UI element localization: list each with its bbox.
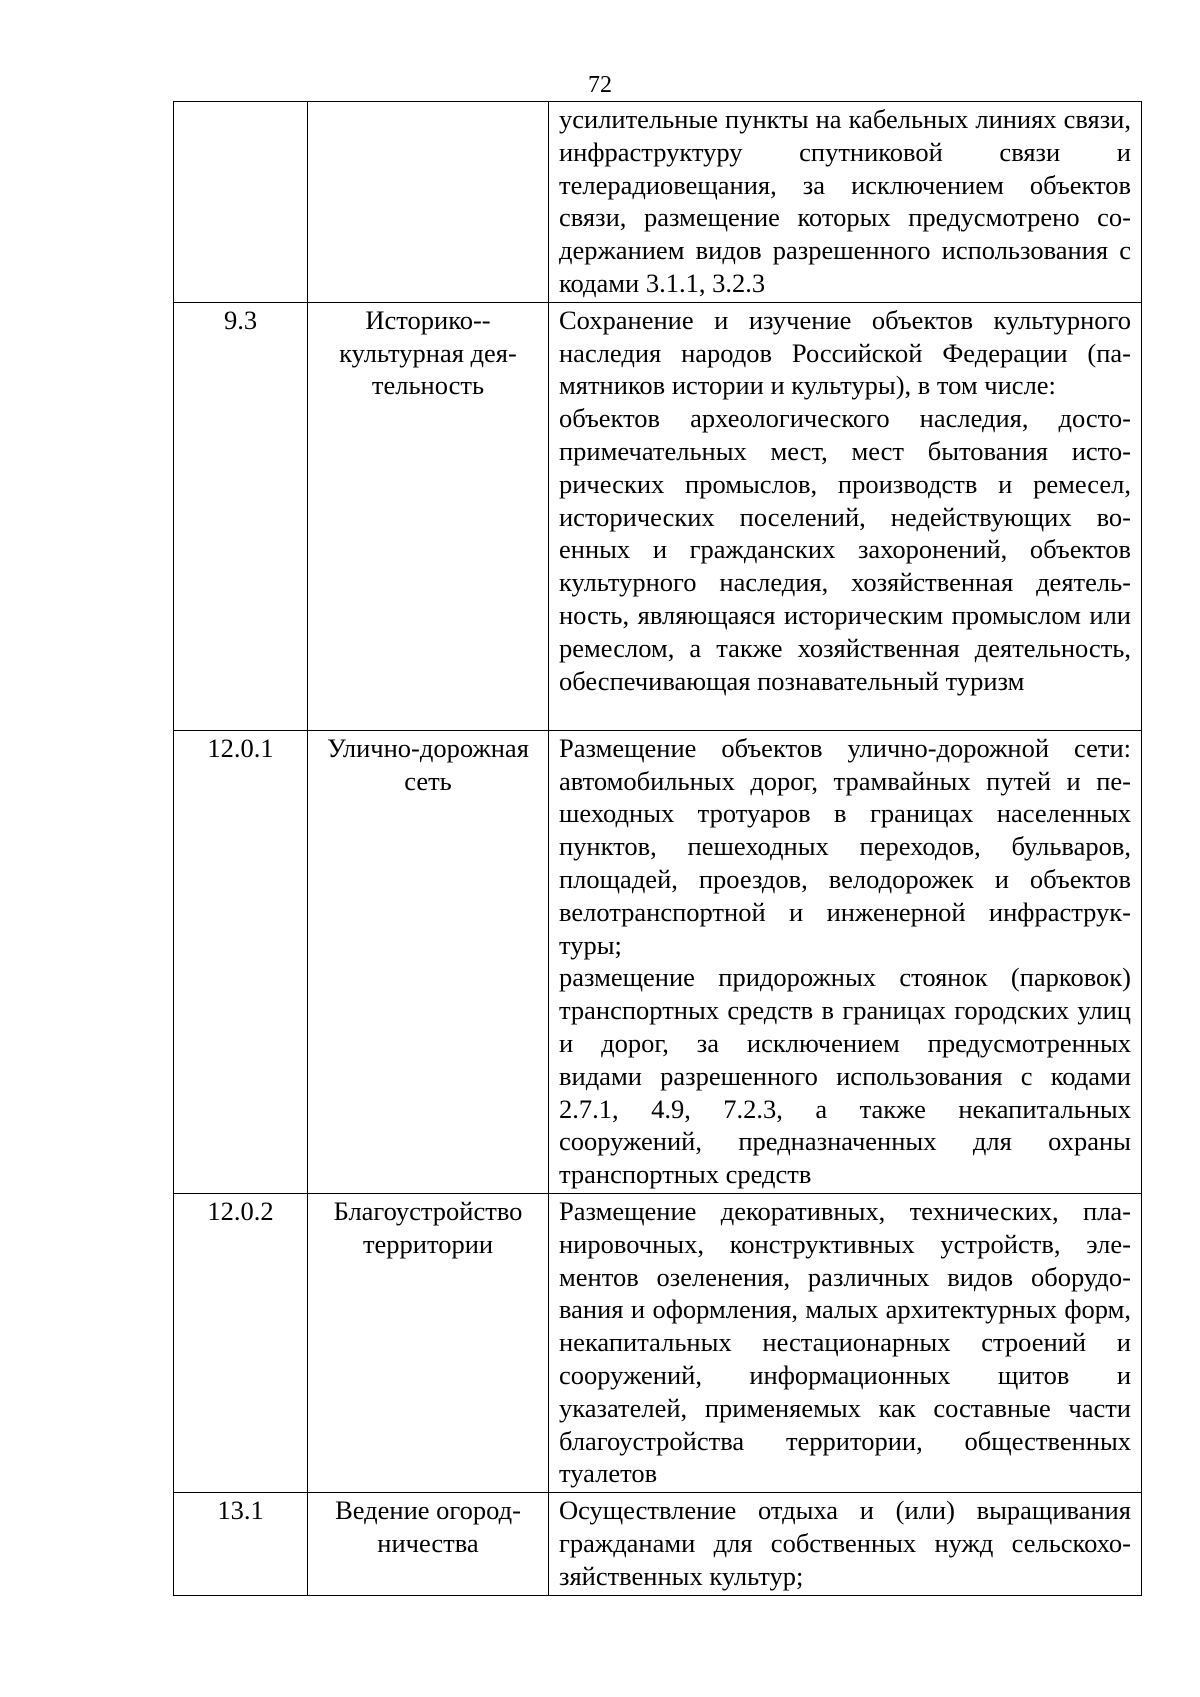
row-name	[308, 102, 549, 303]
row-code: 13.1	[174, 1493, 308, 1595]
row-name	[308, 302, 549, 730]
table-row	[174, 102, 1142, 303]
row-description	[549, 1493, 1142, 1595]
row-name-text: Улично-дорожная сеть	[327, 732, 529, 796]
description-paragraph: Осуществление отдыха и (или) выращивания гражданами для собственных нужд сельскохозяйственных культур;	[559, 1495, 1131, 1591]
row-name-text: Ведение огородничества	[335, 1495, 521, 1558]
row-code: 12.0.2	[174, 1193, 308, 1492]
row-description	[549, 730, 1142, 1193]
row-name-text: Историко-культурная деятельность	[339, 304, 517, 401]
row-code: 12.0.1	[174, 730, 308, 1193]
row-name	[308, 1493, 549, 1595]
row-code: 9.3	[174, 302, 308, 730]
table-row	[174, 302, 1142, 730]
land-use-table	[173, 101, 1142, 1596]
row-description	[549, 1193, 1142, 1492]
description-paragraph: усилительные пункты на кабельных линиях связи, инфраструктуру спутниковой связи и телерадиовещания, за исключением объектов связи, размещение которых предусмотрено содержанием видов разрешенного использования с кодами 3.1.1, 3.2.3	[559, 104, 1131, 298]
description-paragraph: размещение придорожных стоянок (парковок) транспортных средств в границах городских улиц и дорог, за исключением предусмотренных видами разрешенного использования с кодами 2.7.1, 4.9, 7.2.3, а также некапитальных сооружений, предназначенных для охраны транспортных средств	[559, 962, 1131, 1190]
row-name	[308, 730, 549, 1193]
row-name-text: Благоустройство территории	[333, 1195, 523, 1259]
row-name	[308, 1193, 549, 1492]
description-paragraph: объектов археологического наследия, достопримечательных мест, мест бытования исторических промыслов, производств и ремесел, исторических поселений, недействующих военных и гражданских захоронений, объектов культурного наследия, хозяйственная деятельность, являющаяся историческим промыслом или ремеслом, а также хозяйственная деятельность, обеспечивающая познавательный туризм	[559, 403, 1131, 696]
row-description	[549, 102, 1142, 303]
description-paragraph: Размещение декоративных, технических, планировочных, конструктивных устройств, элементов озеленения, различных видов оборудования и оформления, малых архитектурных форм, некапитальных нестационарных строений и сооружений, информационных щитов и указателей, применяемых как составные части благоустройства территории, общественных туалетов	[559, 1195, 1131, 1489]
page-number: 72	[588, 72, 612, 98]
description-paragraph: Сохранение и изучение объектов культурного наследия народов Российской Федерации (памятников истории и культуры), в том числе:	[559, 304, 1131, 401]
table-row	[174, 1493, 1142, 1595]
table-row	[174, 730, 1142, 1193]
table-row	[174, 1193, 1142, 1492]
description-paragraph: Размещение объектов улично-дорожной сети: автомобильных дорог, трамвайных путей и пешеходных тротуаров в границах населенных пунктов, пешеходных переходов, бульваров, площадей, проездов, велодорожек и объектов велотранспортной и инженерной инфраструктуры;	[559, 732, 1131, 960]
row-description	[549, 302, 1142, 730]
row-code	[174, 102, 308, 303]
